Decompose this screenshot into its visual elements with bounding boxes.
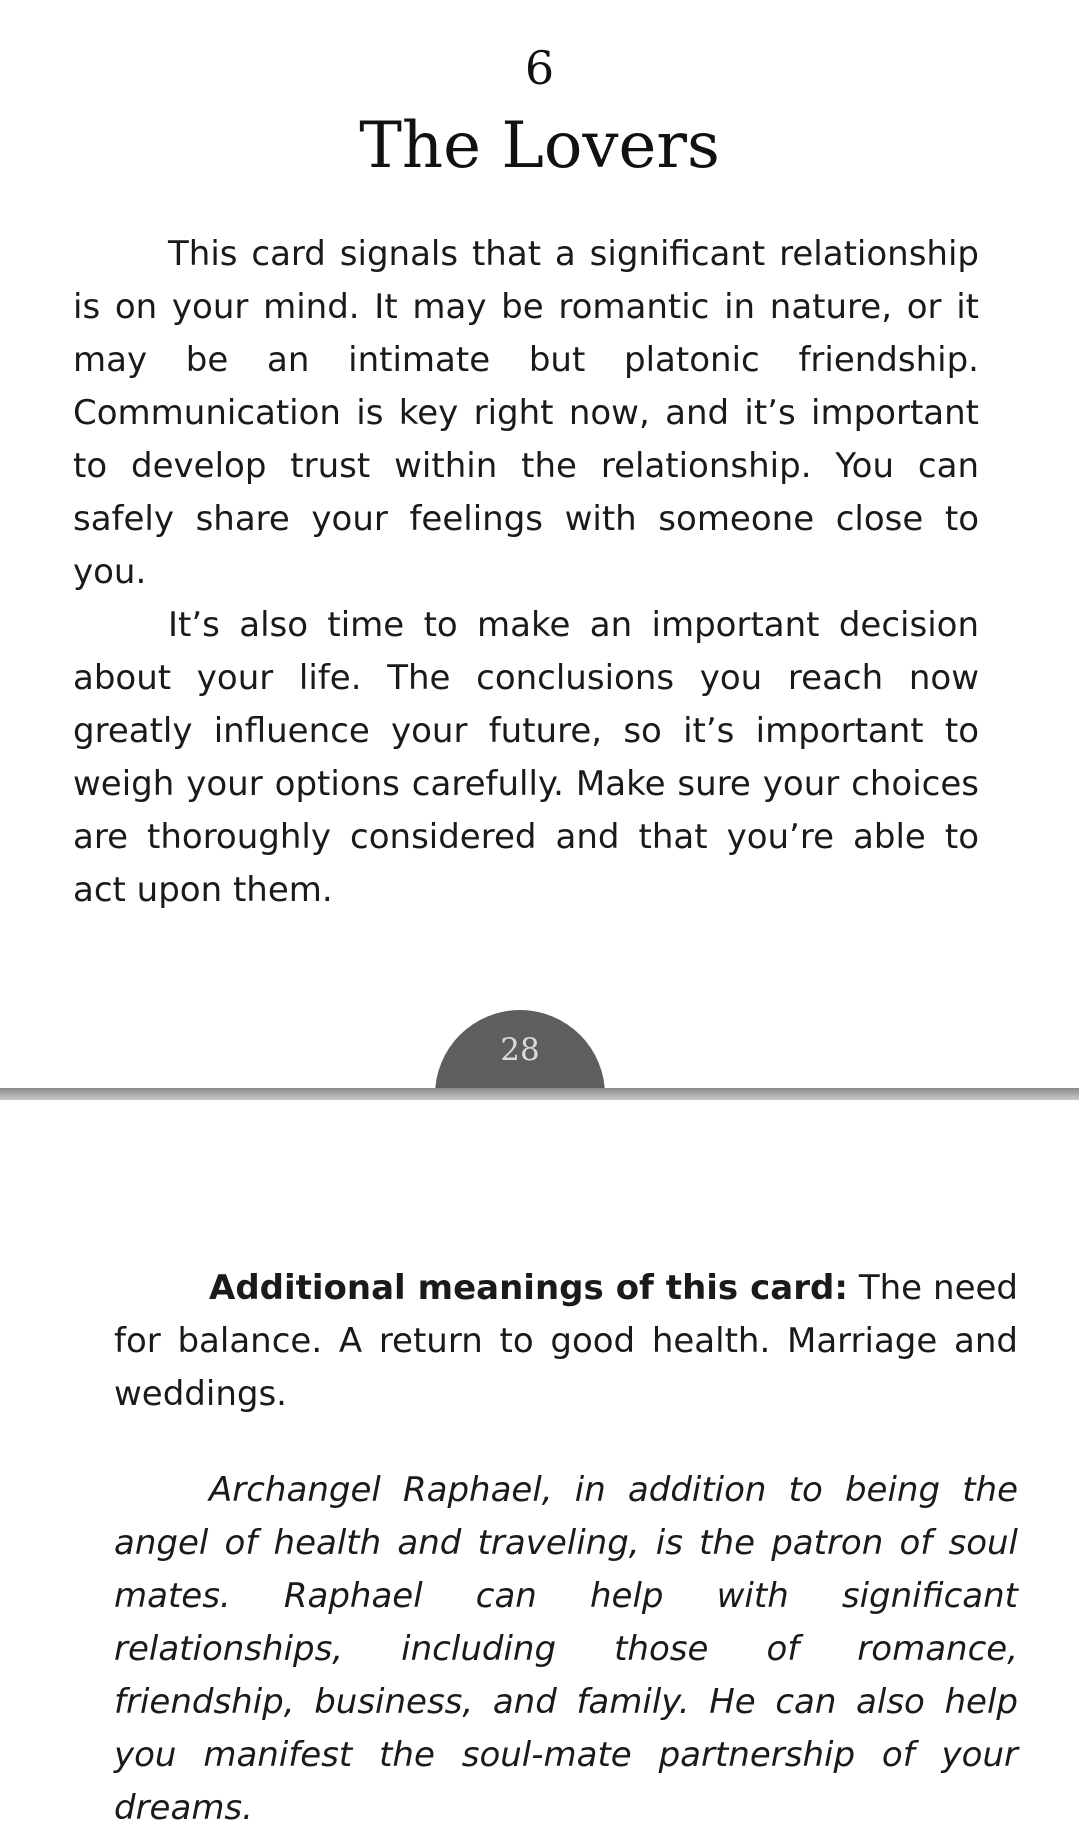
page-divider [0,1088,1079,1100]
card-title: The Lovers [359,109,720,183]
card-number: 6 [524,41,555,95]
archangel-paragraph: Archangel Raphael, in addition to being the angel of health and traveling, is the patron of soul mates. Raphael can help with significant relationships, including those of romance, friendship, business, and family. He can also help you manifest the soul-mate partnership of your dreams. [114,1470,1018,1828]
description-paragraph-2: It’s also time to make an important decision about your life. The conclusions you reach now greatly influence your future, so it’s important to weigh your options carefully. Make sure your choices are thoroughly considered and that you’re able to act upon them. [73,605,979,910]
additional-meanings-lead: Additional meanings of this card: [209,1268,848,1308]
additional-meanings-text: The need for balance. A return to good health. Marriage and weddings. [114,1268,1018,1414]
page-number: 28 [500,1032,540,1068]
archangel-note [114,1464,1018,1835]
additional-meanings [114,1262,1018,1421]
description-paragraph-1: This card signals that a significant relationship is on your mind. It may be romantic in nature, or it may be an intimate but platonic friendship. Communication is key right now, and it’s important to develop trust within the relationship. You can safely share your feelings with someone close to you. [73,234,979,592]
card-description [73,228,979,917]
additional-meanings-paragraph [114,1262,1018,1421]
